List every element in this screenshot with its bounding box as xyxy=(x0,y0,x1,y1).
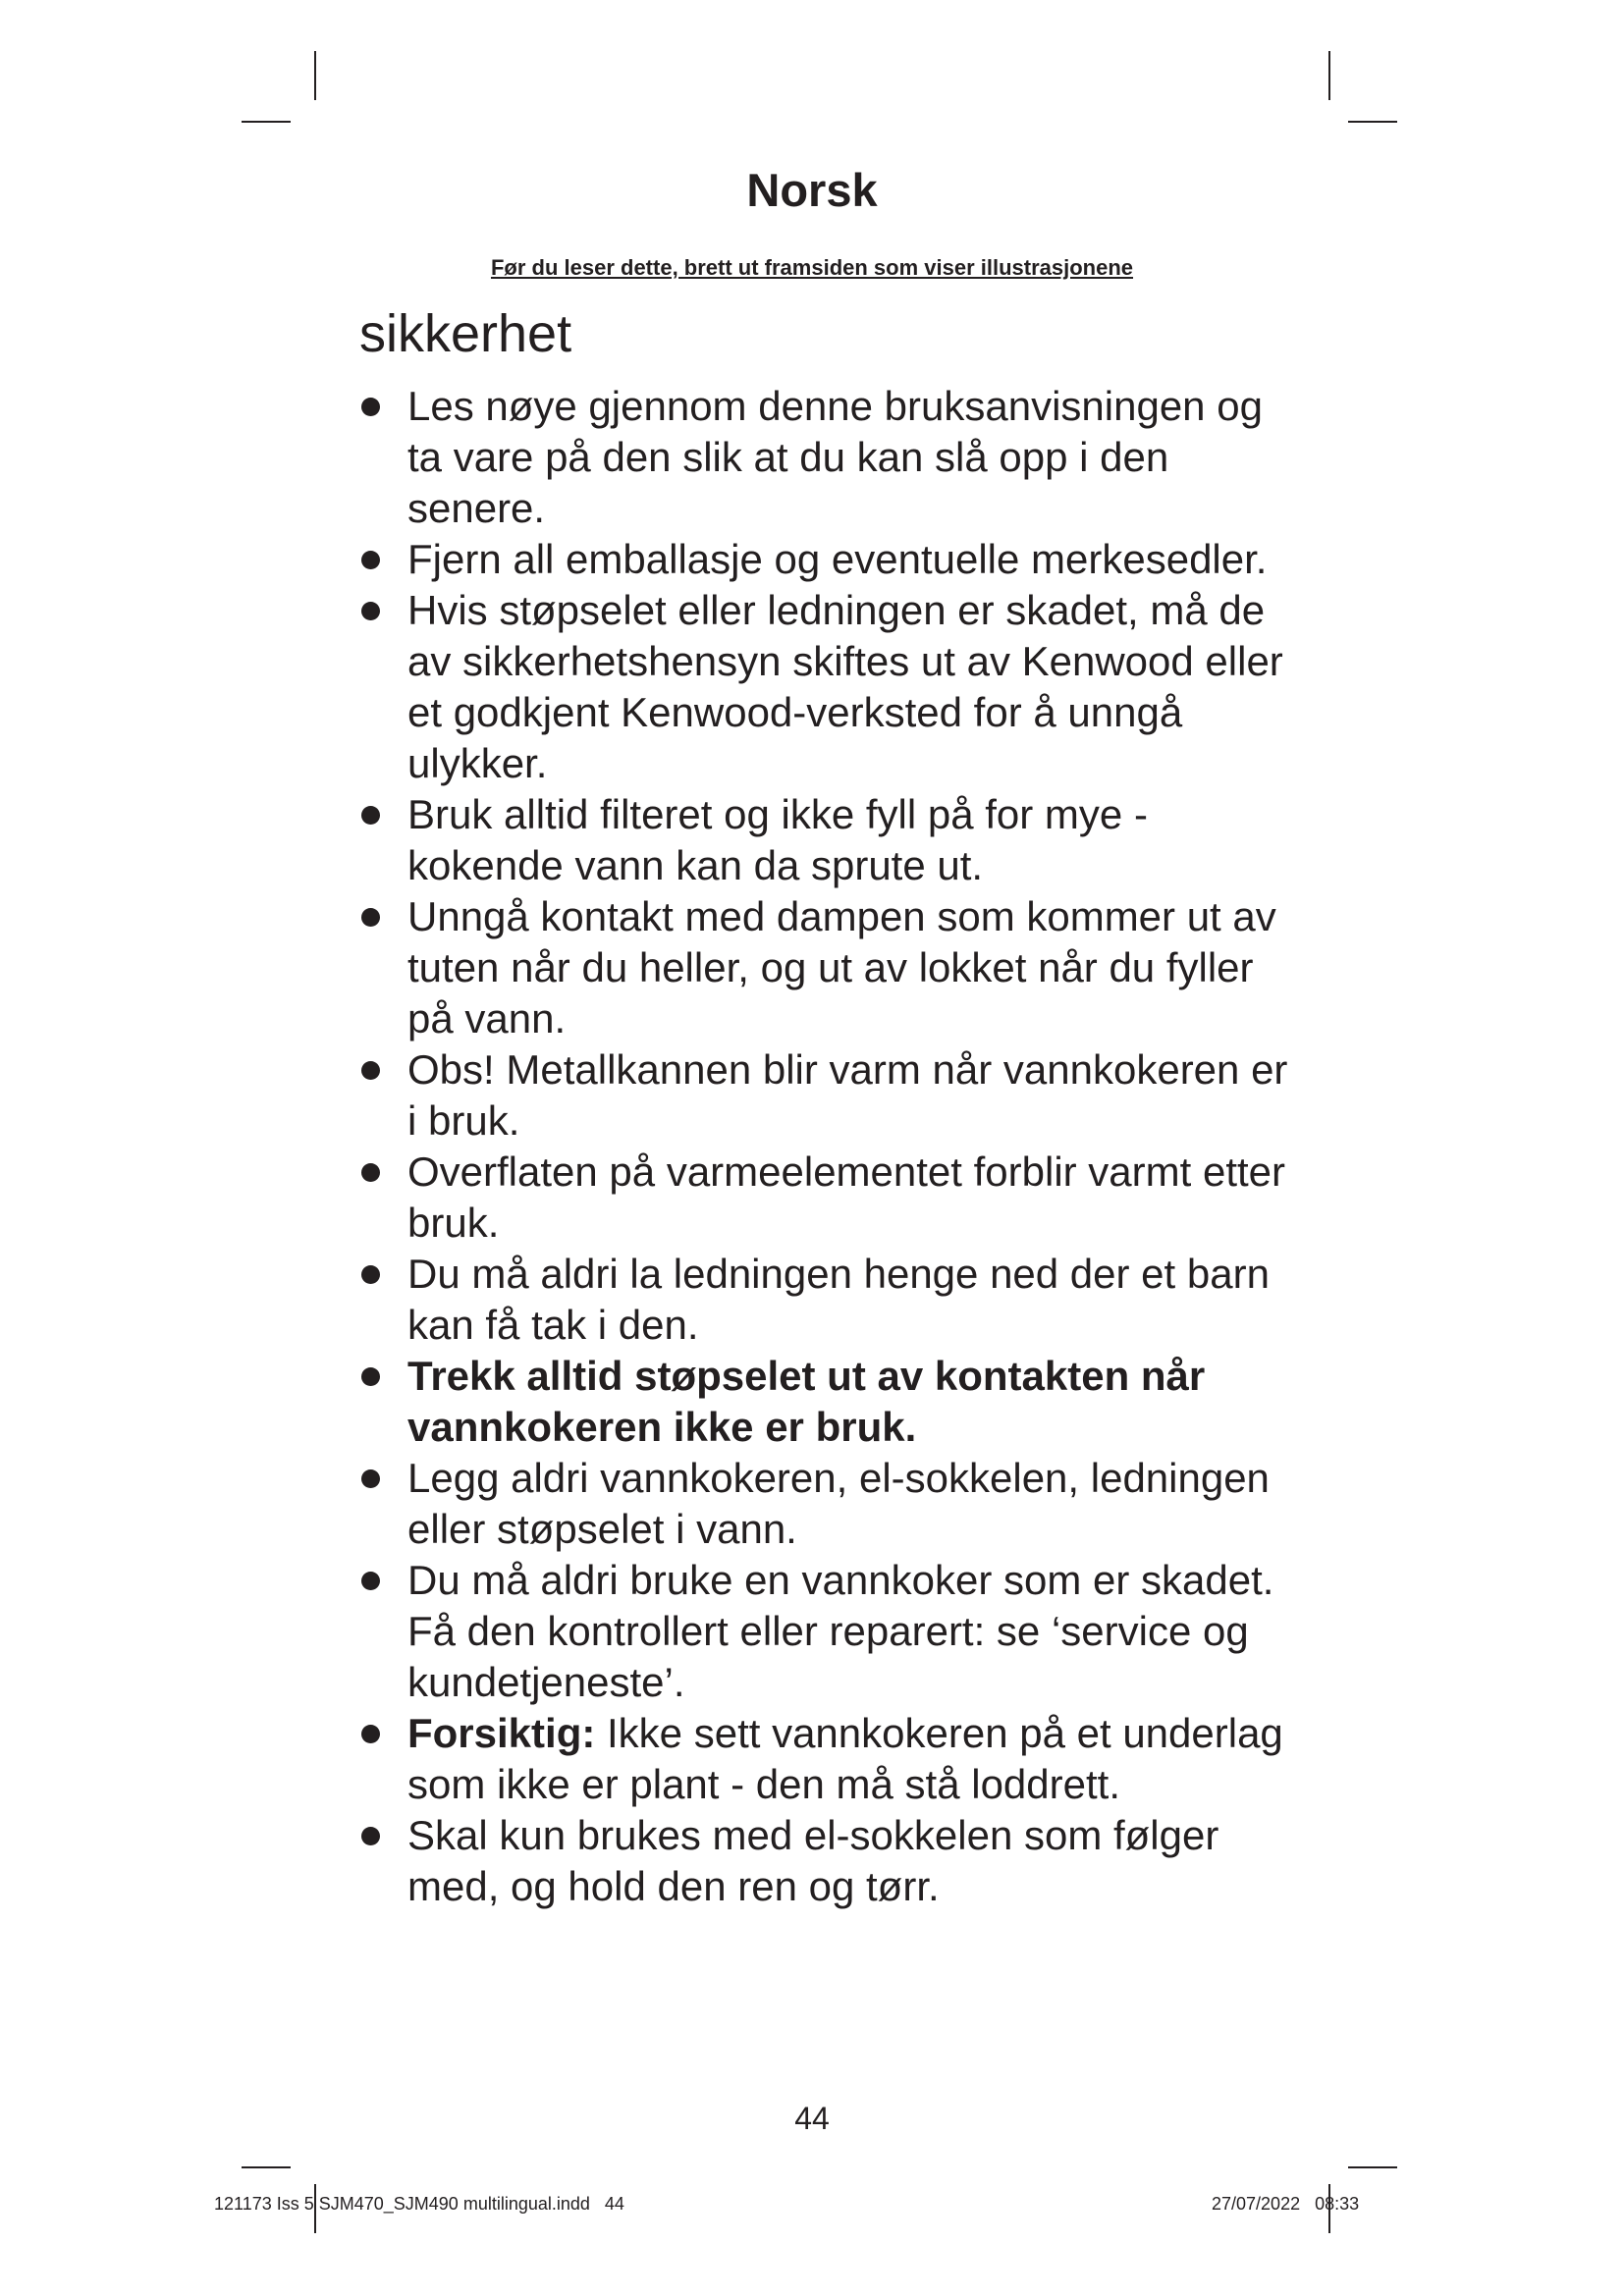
print-slug-date: 27/07/2022 08:33 xyxy=(1212,2194,1360,2214)
list-item-text: Skal kun brukes med el-sokkelen som følger med, og hold den ren og tørr. xyxy=(407,1812,1219,1909)
list-item xyxy=(359,1555,1302,1708)
crop-mark xyxy=(314,51,316,100)
crop-mark xyxy=(242,121,291,123)
crop-mark xyxy=(242,2166,291,2168)
fold-out-instruction: Før du leser dette, brett ut framsiden som viser illustrasjonene xyxy=(490,255,1134,280)
list-item xyxy=(359,789,1302,891)
list-item xyxy=(359,1147,1302,1249)
list-item-text: Unngå kontakt med dampen som kommer ut av tuten når du heller, og ut av lokket når du fyller på vann. xyxy=(407,893,1276,1041)
page-number: 44 xyxy=(794,2101,830,2136)
list-item-text: Bruk alltid filteret og ikke fyll på for mye - kokende vann kan da sprute ut. xyxy=(407,791,1148,888)
list-item-text-bold: Trekk alltid støpselet ut av kontakten når vannkokeren ikke er bruk. xyxy=(407,1353,1206,1450)
list-item-text: Hvis støpselet eller ledningen er skadet, må de av sikkerhetshensyn skiftes ut av Kenwood eller et godkjent Kenwood-verksted for å unngå ulykker. xyxy=(407,587,1283,786)
list-item xyxy=(359,534,1302,585)
list-item-text: Du må aldri la ledningen henge ned der et barn kan få tak i den. xyxy=(407,1251,1270,1348)
list-item xyxy=(359,1044,1302,1147)
crop-mark xyxy=(1328,51,1330,100)
list-item xyxy=(359,381,1302,534)
caution-label: Forsiktig: xyxy=(407,1710,596,1756)
list-item-text: Legg aldri vannkokeren, el-sokkelen, ledningen eller støpselet i vann. xyxy=(407,1455,1270,1552)
list-item-text: Les nøye gjennom denne bruksanvisningen og ta vare på den slik at du kan slå opp i den senere. xyxy=(407,383,1263,531)
list-item xyxy=(359,1351,1302,1453)
list-item xyxy=(359,1249,1302,1351)
list-item-text: Ikke sett vannkokeren på et underlag som ikke er plant - den må stå loddrett. xyxy=(407,1710,1283,1807)
list-item xyxy=(359,1810,1302,1912)
list-item-text: Obs! Metallkannen blir varm når vannkokeren er i bruk. xyxy=(407,1046,1288,1144)
safety-list xyxy=(359,381,1302,1912)
list-item xyxy=(359,585,1302,789)
list-item-text: Du må aldri bruke en vannkoker som er skadet. Få den kontrollert eller reparert: se ‘service og kundetjeneste’. xyxy=(407,1557,1274,1705)
list-item xyxy=(359,1708,1302,1810)
crop-mark xyxy=(1348,2166,1397,2168)
list-item-text: Overflaten på varmeelementet forblir varmt etter bruk. xyxy=(407,1148,1286,1246)
list-item xyxy=(359,1453,1302,1555)
list-item xyxy=(359,891,1302,1044)
list-item-text: Fjern all emballasje og eventuelle merkesedler. xyxy=(407,536,1268,582)
page-title: Norsk xyxy=(746,164,878,216)
crop-mark xyxy=(1348,121,1397,123)
print-slug-file: 121173 Iss 5 SJM470_SJM490 multilingual.indd 44 xyxy=(214,2194,624,2214)
section-heading: sikkerhet xyxy=(359,304,572,363)
